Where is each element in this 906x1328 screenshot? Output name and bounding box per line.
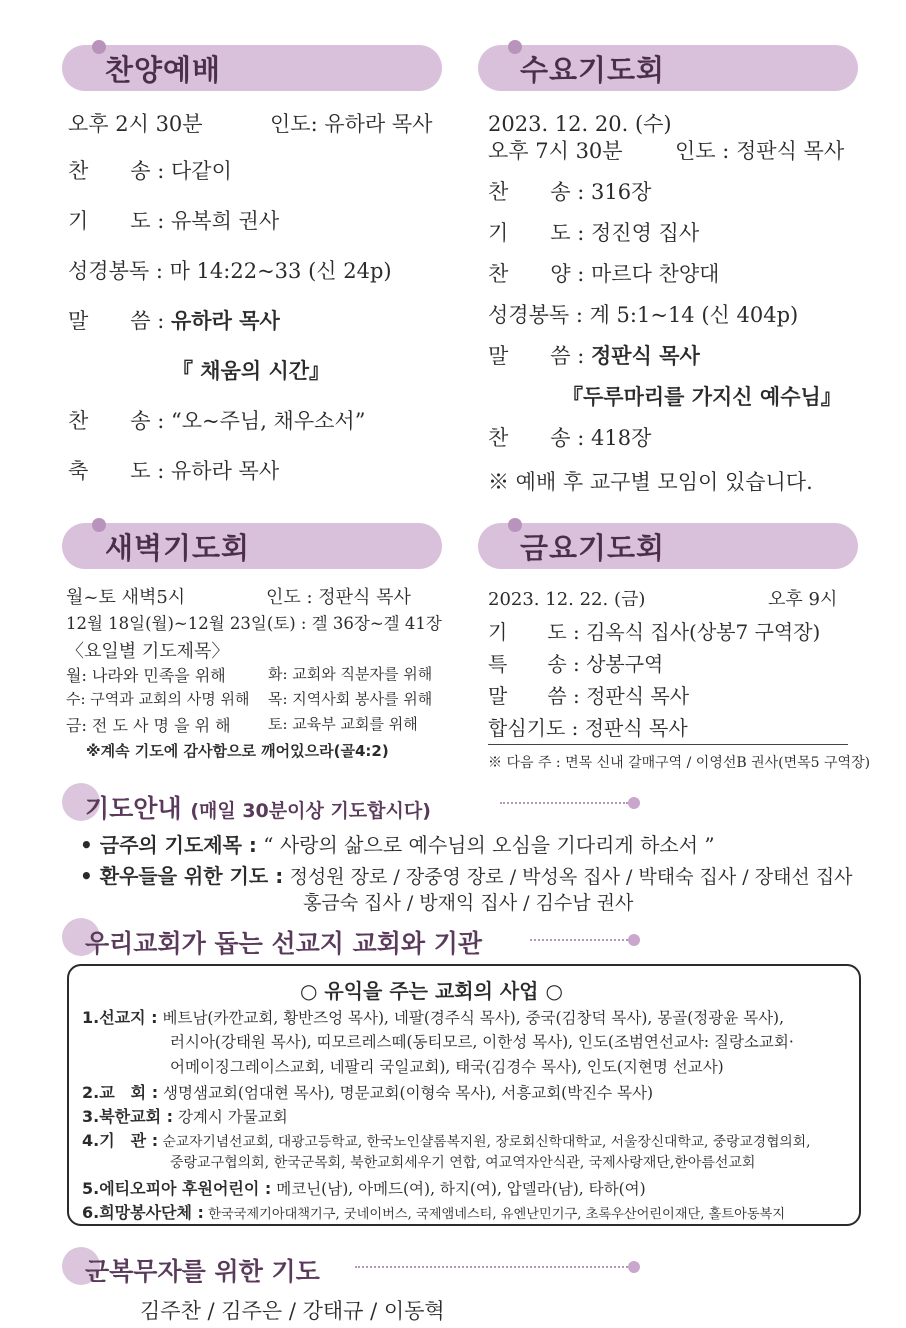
praise-row-3: 말 씀 : 유하라 목사 <box>68 309 280 333</box>
dawn-verse: ※계속 기도에 감사함으로 깨어있으라(골4:2) <box>86 742 389 760</box>
friday-row-3: 합심기도 : 정판식 목사 <box>488 716 688 740</box>
dawn-day-wed: 수: 구역과 교회의 사명 위해 <box>66 690 250 708</box>
wednesday-date: 2023. 12. 20. (수) <box>488 112 672 136</box>
friday-divider <box>488 744 848 745</box>
mission-row-1: 러시아(강태원 목사), 띠모르레스떼(동티모르, 이한성 목사), 인도(조범연선교사: 질랑소교회· <box>170 1033 794 1051</box>
dawn-schedule: 월~토 새벽5시 <box>66 587 186 608</box>
friday-next: ※ 다음 주 : 면목 신내 갈매구역 / 이영선B 권사(면목5 구역장) <box>488 755 871 771</box>
dawn-day-sat: 토: 교육부 교회를 위해 <box>268 715 418 733</box>
wednesday-sermon-title: 『두루마리를 가지신 예수님』 <box>562 385 842 409</box>
dawn-subtitle: 〈요일별 기도제목〉 <box>66 641 230 662</box>
wednesday-row-3: 성경봉독 : 계 5:1~14 (신 404p) <box>488 303 799 327</box>
wednesday-row-4: 말 씀 : 정판식 목사 <box>488 344 700 368</box>
dawn-title: 새벽기도회 <box>105 531 251 565</box>
friday-row-2: 말 씀 : 정판식 목사 <box>488 684 690 708</box>
mission-end-dot <box>628 934 640 946</box>
praise-sermon-title: 『 채움의 시간』 <box>172 359 331 383</box>
mission-row-6: 중랑교구협의회, 한국군목회, 북한교회세우기 연합, 여교역자안식관, 국제사랑재단,한아름선교회 <box>170 1155 756 1171</box>
mission-row-0: 1.선교지 : 베트남(카깐교회, 황반즈엉 목사), 네팔(경주식 목사), 중국(김창덕 목사), 몽골(정광윤 목사), <box>82 1008 785 1027</box>
wednesday-note: ※ 예배 후 교구별 모임이 있습니다. <box>488 470 813 494</box>
mission-row-2: 어메이징그레이스교회, 네팔리 국일교회), 태국(김경수 목사), 인도(지현명 선교사) <box>170 1058 724 1076</box>
wednesday-row-2: 찬 양 : 마르다 찬양대 <box>488 262 720 286</box>
prayer-dotted-line <box>500 802 628 804</box>
prayer-title: 기도안내 (매일 30분이상 기도합시다) <box>85 794 431 823</box>
military-names: 김주찬 / 김주은 / 강태규 / 이동혁 <box>140 1299 445 1323</box>
praise-header-dot <box>92 40 106 54</box>
dawn-day-fri: 금: 전 도 사 명 을 위 해 <box>66 716 231 735</box>
friday-row-0: 기 도 : 김옥식 집사(상봉7 구역장) <box>488 620 821 644</box>
wednesday-title: 수요기도회 <box>520 53 666 87</box>
dawn-day-thu: 목: 지역사회 봉사를 위해 <box>268 690 433 708</box>
praise-leader: 인도: 유하라 목사 <box>270 112 433 136</box>
praise-row-2: 성경봉독 : 마 14:22~33 (신 24p) <box>68 259 392 283</box>
friday-title: 금요기도회 <box>520 531 666 565</box>
praise-row-1: 기 도 : 유복희 권사 <box>68 209 280 233</box>
mission-row-8: 6.희망봉사단체 : 한국국제기아대책기구, 굿네이버스, 국제앰네스티, 유엔난민기구, 초록우산어린이재단, 홀트아동복지 <box>82 1203 786 1222</box>
friday-date: 2023. 12. 22. (금) <box>488 589 646 610</box>
mission-row-5: 4.기 관 : 순교자기념선교회, 대광고등학교, 한국노인샬롬복지원, 장로회신학대학교, 서울장신대학교, 중랑교경협의회, <box>82 1131 811 1150</box>
mission-dotted-line <box>530 939 628 941</box>
prayer-sick: • 환우들을 위한 기도 : 정성원 장로 / 장중영 장로 / 박성옥 집사 / 박태숙 집사 / 장태선 집사 <box>80 864 853 888</box>
praise-row-0: 찬 송 : 다같이 <box>68 159 232 183</box>
military-dotted-line <box>355 1266 628 1268</box>
military-title: 군복무자를 위한 기도 <box>85 1257 320 1286</box>
praise-row-5: 찬 송 : “오~주님, 채우소서” <box>68 409 366 433</box>
wednesday-time: 오후 7시 30분 <box>488 139 623 163</box>
wednesday-row-1: 기 도 : 정진영 집사 <box>488 221 700 245</box>
mission-row-3: 2.교 회 : 생명샘교회(엄대현 목사), 명문교회(이형숙 목사), 서흥교회(박진수 목사) <box>82 1083 654 1102</box>
prayer-topic: • 금주의 기도제목 : “ 사랑의 삶으로 예수님의 오심을 기다리게 하소서 ” <box>80 833 715 857</box>
dawn-header-dot <box>92 518 106 532</box>
dawn-leader: 인도 : 정판식 목사 <box>266 587 411 608</box>
mission-row-7: 5.에티오피아 후원어린이 : 메코닌(남), 아메드(여), 하지(여), 압델라(남), 타하(여) <box>82 1179 646 1198</box>
praise-time: 오후 2시 30분 <box>68 112 203 136</box>
friday-time: 오후 9시 <box>768 589 838 610</box>
praise-row-6: 축 도 : 유하라 목사 <box>68 459 280 483</box>
friday-row-1: 특 송 : 상봉구역 <box>488 652 664 676</box>
dawn-reading: 12월 18일(월)~12월 23일(토) : 겔 36장~겔 41장 <box>66 614 442 633</box>
mission-row-4: 3.북한교회 : 강계시 가물교회 <box>82 1107 288 1126</box>
dawn-day-tue: 화: 교회와 직분자를 위해 <box>268 665 433 683</box>
wednesday-row-6: 찬 송 : 418장 <box>488 426 652 450</box>
prayer-sick-line2: 홍금숙 집사 / 방재익 집사 / 김수남 권사 <box>303 892 634 914</box>
dawn-day-mon: 월: 나라와 민족을 위해 <box>66 666 226 685</box>
wednesday-leader: 인도 : 정판식 목사 <box>675 139 845 163</box>
military-end-dot <box>628 1261 640 1273</box>
praise-title: 찬양예배 <box>105 53 222 87</box>
wednesday-row-0: 찬 송 : 316장 <box>488 180 652 204</box>
mission-title: 우리교회가 돕는 선교지 교회와 기관 <box>85 929 483 958</box>
mission-box-title: ○ 유익을 주는 교회의 사업 ○ <box>300 979 563 1003</box>
prayer-end-dot <box>628 797 640 809</box>
